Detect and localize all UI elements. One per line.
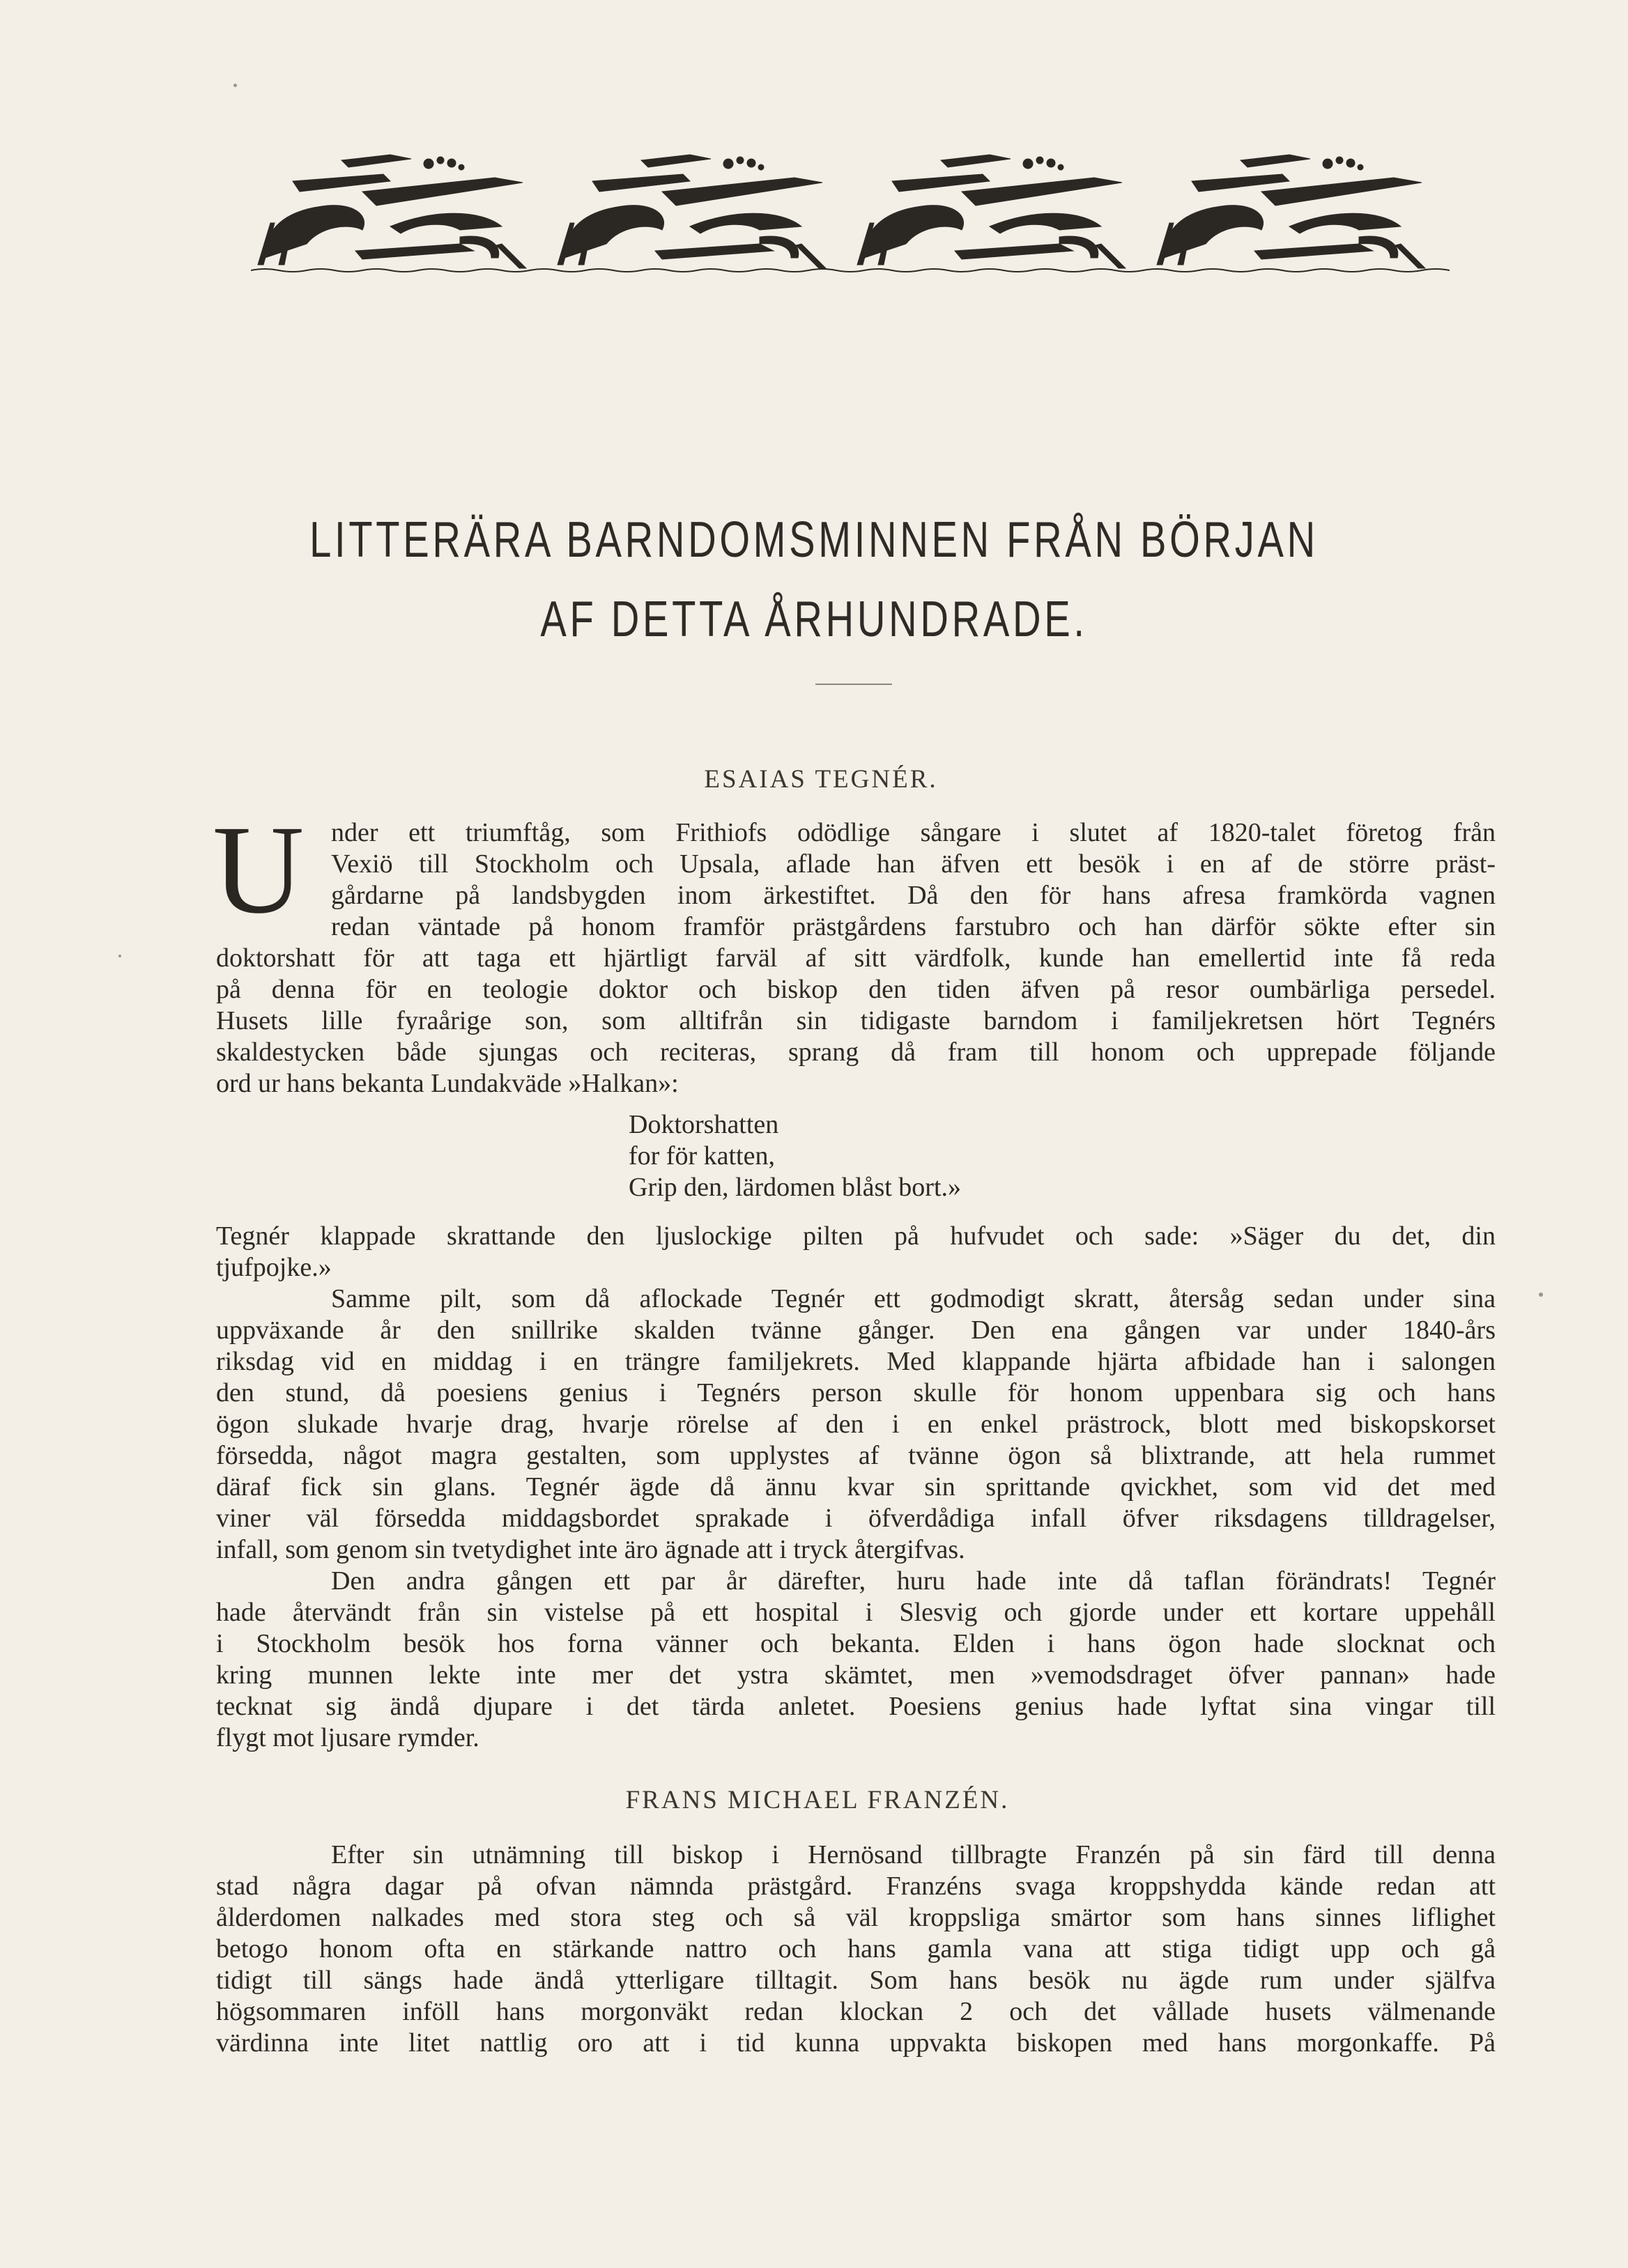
- text-line: på denna för en teologie doktor och biskop den tiden äfven på resor oumbärliga persedel.: [216, 975, 1496, 1004]
- text-line: redan väntade på honom framför prästgårdens farstubro och han därför sökte efter sin: [331, 912, 1496, 941]
- text-line: flygt mot ljusare rymder.: [216, 1723, 479, 1752]
- text-line: värdinna inte litet nattlig oro att i tid kunna uppvakta biskopen med hans morgonkaffe. På: [216, 2028, 1496, 2058]
- frieze-motif: [1157, 155, 1425, 268]
- text-line: riksdag vid en middag i en trängre familjekrets. Med klappande hjärta afbidade han i salongen: [216, 1347, 1496, 1376]
- text-line: tjufpojke.»: [216, 1253, 332, 1282]
- title-divider: [815, 684, 892, 685]
- text-line: uppväxande år den snillrike skalden tvänne gånger. Den ena gången var under 1840-års: [216, 1316, 1496, 1345]
- text-line: ålderdomen nalkades med stora steg och så väl kroppsliga smärtor som hans sinnes liflighet: [216, 1903, 1496, 1932]
- text-line: Samme pilt, som då aflockade Tegnér ett godmodigt skratt, återsåg sedan under sina: [331, 1284, 1496, 1313]
- paper-speck: [118, 955, 121, 957]
- paragraph: [216, 1566, 1496, 1754]
- page-title: [179, 500, 1449, 659]
- paragraph: [216, 817, 1496, 1100]
- text-line: försedda, något magra gestalten, som upplystes af tvänne ögon så blixtrande, att hela rummet: [216, 1441, 1496, 1470]
- text-line: doktorshatt för att taga ett hjärtligt farväl af sitt värdfolk, kunde han emellertid inte få reda: [216, 943, 1496, 973]
- text-line: Vexiö till Stockholm och Upsala, aflade han äfven ett besök i en af de större präst-: [331, 849, 1496, 879]
- paper-speck: [1539, 1293, 1543, 1297]
- text-line: Tegnér klappade skrattande den ljuslockige pilten på hufvudet och sade: »Säger du det, din: [216, 1221, 1496, 1251]
- text-line: högsommaren inföll hans morgonväkt redan klockan 2 och det vållade husets välmenande: [216, 1997, 1496, 2026]
- drop-cap: U: [213, 800, 305, 940]
- floral-frieze-ornament: [251, 139, 1457, 279]
- section-heading-tegner: ESAIAS TEGNÉR.: [704, 765, 938, 794]
- text-line: kring munnen lekte inte mer det ystra skämtet, men »vemodsdraget öfver pannan» hade: [216, 1660, 1496, 1690]
- text-line: nder ett triumftåg, som Frithiofs odödlige sångare i slutet af 1820-talet företog från: [331, 818, 1496, 847]
- text-line: däraf fick sin glans. Tegnér ägde då ännu kvar sin sprittande qvickhet, som vid det med: [216, 1472, 1496, 1502]
- paper-speck: [233, 84, 237, 87]
- paragraph: [216, 1839, 1496, 2059]
- frieze-motif: [558, 155, 826, 268]
- text-line: Efter sin utnämning till biskop i Hernösand tillbragte Franzén på sin färd till denna: [331, 1840, 1496, 1869]
- text-line: tidigt till sängs hade ändå ytterligare tilltagit. Som hans besök nu ägde rum under själfva: [216, 1966, 1496, 1995]
- frieze-baseline: [251, 269, 1450, 272]
- text-line: Den andra gången ett par år därefter, huru hade inte då taflan förändrats! Tegnér: [331, 1566, 1496, 1596]
- poem-line: Doktorshatten: [629, 1110, 779, 1139]
- paragraph: [216, 1283, 1496, 1566]
- frieze-motif: [258, 155, 526, 268]
- text-line: tecknat sig ändå djupare i det tärda anletet. Poesiens genius hade lyftat sina vingar till: [216, 1692, 1496, 1721]
- section-heading-franzen: FRANS MICHAEL FRANZÉN.: [625, 1786, 1010, 1814]
- text-line: betogo honom ofta en stärkande nattro och hans gamla vana att stiga tidigt upp och gå: [216, 1934, 1496, 1964]
- text-line: i Stockholm besök hos forna vänner och bekanta. Elden i hans ögon hade slocknat och: [216, 1629, 1496, 1658]
- page-title-line-2: AF DETTA ÅRHUNDRADE.: [540, 592, 1088, 647]
- text-line: gårdarne på landsbygden inom ärkestiftet. Då den för hans afresa framkörda vagnen: [331, 881, 1496, 910]
- text-line: stad några dagar på ofvan nämnda prästgård. Franzéns svaga kroppshydda kände redan att: [216, 1872, 1496, 1901]
- text-line: den stund, då poesiens genius i Tegnérs person skulle för honom uppenbara sig och hans: [216, 1378, 1496, 1407]
- poem-line: Grip den, lärdomen blåst bort.»: [629, 1173, 962, 1202]
- text-line: ögon slukade hvarje drag, hvarje rörelse af den i en enkel prästrock, blott med biskopskorset: [216, 1410, 1496, 1439]
- paragraph: [216, 1221, 1496, 1283]
- poem-quote: [629, 1109, 961, 1203]
- text-line: ord ur hans bekanta Lundakväde »Halkan»:: [216, 1069, 679, 1098]
- text-line: Husets lille fyraårige son, som alltifrån sin tidigaste barndom i familjekretsen hört Tegnérs: [216, 1006, 1496, 1035]
- text-line: hade återvändt från sin vistelse på ett hospital i Slesvig och gjorde under ett kortare uppehåll: [216, 1598, 1496, 1627]
- frieze-motif: [857, 155, 1126, 268]
- text-line: infall, som genom sin tvetydighet inte äro ägnade att i tryck återgifvas.: [216, 1535, 965, 1564]
- poem-line: for för katten,: [629, 1141, 775, 1171]
- page-title-line-1: LITTERÄRA BARNDOMSMINNEN FRÅN BÖRJAN: [309, 512, 1319, 568]
- text-line: skaldestycken både sjungas och reciteras, sprang då fram till honom och upprepade följande: [216, 1037, 1496, 1067]
- text-line: viner väl försedda middagsbordet sprakade i öfverdådiga infall öfver riksdagens tilldragelser,: [216, 1504, 1496, 1533]
